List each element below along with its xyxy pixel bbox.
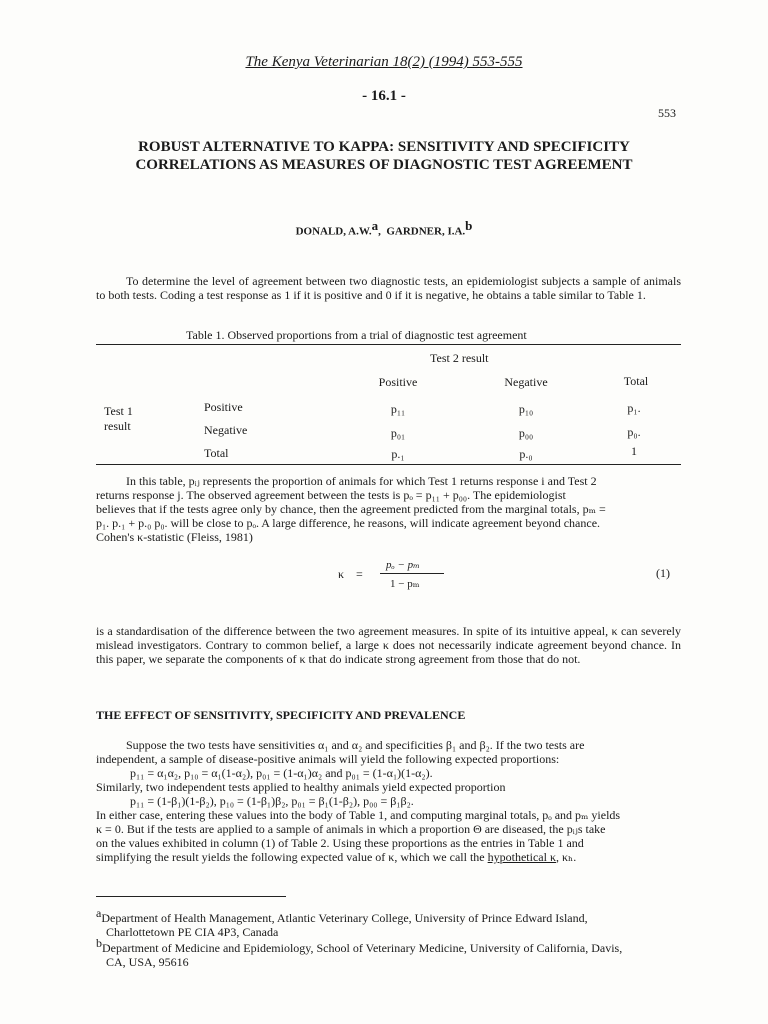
author-1-affiliation-mark: a — [371, 218, 379, 233]
section-heading: THE EFFECT OF SENSITIVITY, SPECIFICITY AND PREVALENCE — [96, 708, 466, 722]
intro-paragraph: To determine the level of agreement between two diagnostic tests, an epidemiologist subjects a sample of animals to both tests. Coding a test response as 1 if it is positive and 0 if it is negative, he obtains a table similar to Table 1. — [96, 274, 681, 302]
text-line: believes that if the tests agree only by chance, then the agreement predicted from the marginal totals, pₘ = — [96, 502, 606, 516]
table-bottom-rule — [96, 464, 681, 465]
table-row-group-label: Test 1 — [104, 404, 133, 418]
table-cell: p₀₀ — [518, 426, 534, 440]
text-span: simplifying the result yields the following expected value of κ, which we call the — [96, 850, 488, 864]
table-row-label: Negative — [204, 423, 248, 437]
footnote-b-mark: b — [96, 936, 102, 950]
equation-denominator: 1 − pₘ — [390, 578, 420, 590]
table-top-rule — [96, 344, 681, 345]
text-line: on the values exhibited in column (1) of Table 2. Using these proportions as the entries in Table 1 and — [96, 836, 584, 850]
text-span: , κₕ. — [556, 850, 577, 864]
text-line: returns response j. The observed agreement between the tests is pₒ = p₁₁ + p₀₀. The epidemiologist — [96, 488, 566, 502]
footnote-a — [96, 906, 681, 939]
table-row-label: Total — [204, 446, 229, 460]
equation-numerator: pₒ − pₘ — [386, 559, 420, 571]
table-row-group-label-2: result — [104, 419, 131, 433]
footnote-a-text: Department of Health Management, Atlantic Veterinary College, University of Prince Edward Island, — [101, 911, 588, 925]
text-line: Similarly, two independent tests applied to healthy animals yield expected proportion — [96, 780, 506, 794]
equation-equals: = — [356, 567, 363, 581]
author-list: DONALD, A.W.$^a$, GARDNER, I.A.$^b$ — [295, 218, 473, 238]
table-col-header-total: Total — [623, 374, 649, 388]
table-cell: p₀. — [627, 425, 641, 439]
table-cell: p₁₁ — [390, 402, 406, 416]
table-group-header: Test 2 result — [430, 351, 489, 365]
table-col-header-negative: Negative — [504, 375, 548, 389]
table-caption: Table 1. Observed proportions from a trial of diagnostic test agreement — [186, 328, 527, 342]
table-cell: p.₁ — [391, 447, 405, 461]
table-cell: p₁. — [627, 401, 641, 415]
fraction-bar — [380, 573, 444, 574]
text-line — [96, 850, 681, 864]
table-cell: 1 — [631, 444, 637, 458]
paper-title — [60, 138, 708, 174]
text-line: In this table, pᵢⱼ represents the proportion of animals for which Test 1 returns response i and Test 2 — [126, 474, 597, 488]
paragraph-kappa-intro — [96, 474, 681, 544]
footnote-rule — [96, 896, 286, 897]
journal-citation: The Kenya Veterinarian 18(2) (1994) 553-555 — [245, 54, 523, 70]
footnote-a-text-2: Charlottetown PE CIA 4P3, Canada — [106, 925, 279, 939]
paragraph-sens-spec — [96, 738, 681, 864]
paragraph-kappa-critique: is a standardisation of the difference between the two agreement measures. In spite of its intuitive appeal, κ can severely mislead investigators. Contrary to common belief, a large κ does not necessarily indicate agreement beyond chance. In this paper, we separate the components of κ that do indicate strong agreement from those that do not. — [96, 624, 681, 666]
title-line-2: CORRELATIONS AS MEASURES OF DIAGNOSTIC TEST AGREEMENT — [135, 157, 633, 173]
table-col-header-positive: Positive — [378, 375, 418, 389]
table-row-label: Positive — [204, 400, 243, 414]
footnote-b — [96, 936, 681, 969]
footnote-a-mark: a — [96, 906, 102, 920]
author-2: GARDNER, I.A. — [386, 225, 466, 238]
equation-lhs: κ — [338, 567, 345, 581]
author-1: DONALD, A.W. — [295, 225, 372, 238]
footnote-b-text-2: CA, USA, 95616 — [106, 955, 189, 969]
text-line: In either case, entering these values into the body of Table 1, and computing marginal totals, pₒ and pₘ yields — [96, 808, 621, 822]
author-2-affiliation-mark: b — [465, 218, 473, 233]
text-line: independent, a sample of disease-positive animals will yield the following expected proportions: — [96, 752, 560, 766]
table-cell: p₁₀ — [518, 402, 534, 416]
text-line: κ = 0. But if the tests are applied to a sample of animals in which a proportion Θ are diseased, the pᵢⱼs take — [96, 822, 606, 836]
table-cell: p.₀ — [519, 447, 533, 461]
section-number: - 16.1 - — [362, 88, 406, 104]
footnote-b-text: Department of Medicine and Epidemiology, School of Veterinary Medicine, University of California, Davis, — [102, 941, 623, 955]
hypothetical-kappa-term: hypothetical κ — [487, 850, 556, 864]
text-line: Cohen's κ-statistic (Fleiss, 1981) — [96, 530, 253, 544]
text-line: Suppose the two tests have sensitivities α₁ and α₂ and specificities β₁ and β₂. If the two tests are — [126, 738, 585, 752]
title-line-1: ROBUST ALTERNATIVE TO KAPPA: SENSITIVITY AND SPECIFICITY — [138, 139, 630, 155]
equation-number: (1) — [656, 566, 670, 580]
text-line: p₁. p.₁ + p.₀ p₀. will be close to pₒ. A large difference, he reasons, will indicate agreement beyond chance. — [96, 516, 601, 530]
equation-healthy: p₁₁ = (1-β₁)(1-β₂), p₁₀ = (1-β₁)β₂, p₀₁ = β₁(1-β₂), p₀₀ = β₁β₂. — [130, 794, 414, 808]
table-cell: p₀₁ — [390, 426, 406, 440]
equation-diseased: p₁₁ = α₁α₂, p₁₀ = α₁(1-α₂), p₀₁ = (1-α₁)α₂ and p₀₁ = (1-α₁)(1-α₂). — [130, 766, 433, 780]
page-number: 553 — [658, 106, 676, 120]
